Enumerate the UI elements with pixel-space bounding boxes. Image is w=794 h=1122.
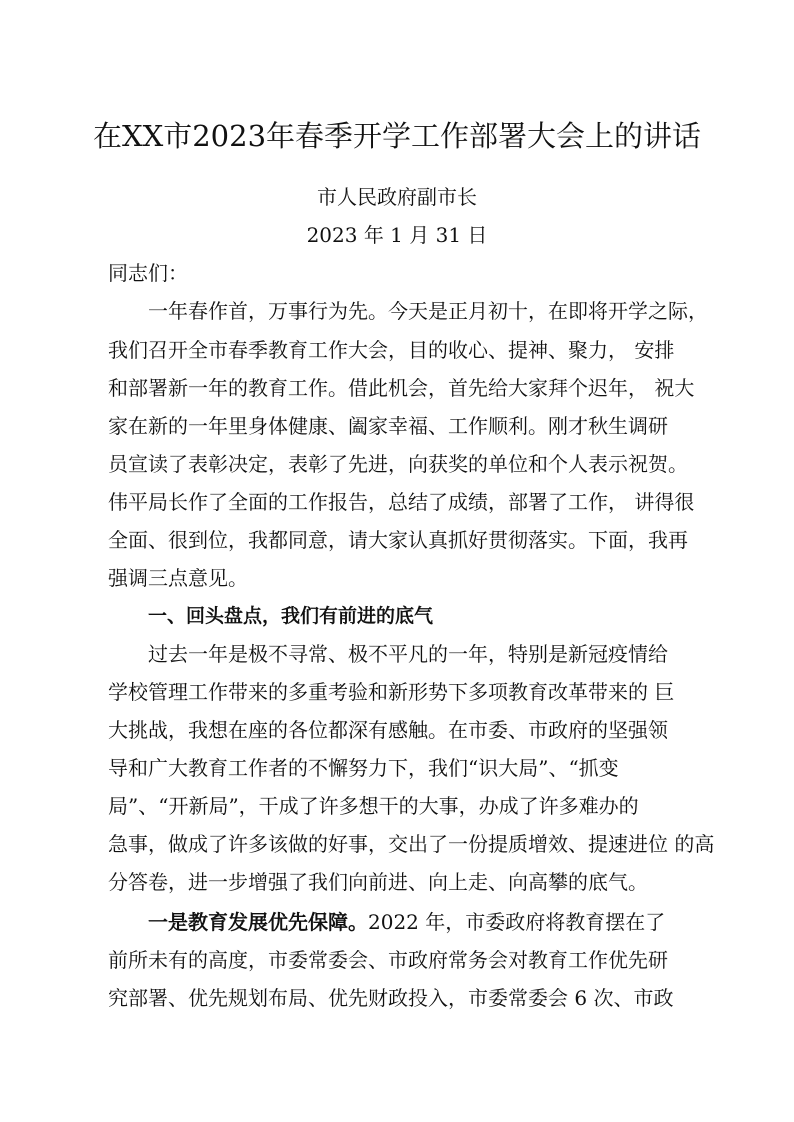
- intro-line: 伟平局长作了全面的工作报告，总结了成绩，部署了工作， 讲得很: [108, 490, 695, 514]
- point-line: 究部署、优先规划布局、优先财政投入，市委常委会 6 次、市政: [108, 986, 674, 1010]
- section-line: 急事，做成了许多该做的好事，交出了一份提质增效、提速进位 的高: [108, 832, 715, 856]
- section-line: 学校管理工作带来的多重考验和新形势下多项教育改革带来的 巨: [108, 680, 675, 704]
- intro-line: 员宣读了表彰决定，表彰了先进，向获奖的单位和个人表示祝贺。: [108, 452, 688, 476]
- section-line: 导和广大教育工作者的不懈努力下，我们“识大局”、“抓变: [108, 756, 619, 780]
- section-line: 过去一年是极不寻常、极不平凡的一年，特别是新冠疫情给: [148, 642, 668, 666]
- intro-line: 一年春作首，万事行为先。今天是正月初十，在即将开学之际，: [148, 299, 708, 323]
- point-lead: 一是教育发展优先保障。: [148, 910, 368, 934]
- point-first-line: [148, 907, 665, 937]
- section-line: 分答卷，进一步增强了我们向前进、向上走、向高攀的底气。: [108, 870, 648, 894]
- intro-line: 和部署新一年的教育工作。借此机会，首先给大家拜个迟年， 祝大: [108, 376, 695, 400]
- intro-line: 我们召开全市春季教育工作大会，目的收心、提神、聚力， 安排: [108, 338, 675, 362]
- speech-date: 2023 年 1 月 31 日: [306, 223, 488, 247]
- point-line-rest: 2022 年，市委政府将教育摆在了: [368, 910, 666, 934]
- intro-line: 强调三点意见。: [108, 566, 248, 590]
- speaker-line: 市人民政府副市长: [317, 185, 477, 209]
- section-line: 局”、“开新局”，干成了许多想干的大事，办成了许多难办的: [108, 794, 639, 818]
- section-heading: 一、回头盘点，我们有前进的底气: [148, 605, 434, 627]
- intro-line: 家在新的一年里身体健康、阖家幸福、工作顺利。刚才秋生调研: [108, 414, 668, 438]
- intro-line: 全面、很到位，我都同意，请大家认真抓好贯彻落实。下面，我再: [108, 528, 688, 552]
- speech-title: 在XX市2023年春季开学工作部署大会上的讲话: [92, 119, 702, 153]
- section-line: 大挑战，我想在座的各位都深有感触。在市委、市政府的坚强领: [108, 718, 668, 742]
- salutation: 同志们：: [108, 261, 188, 285]
- point-line: 前所未有的高度，市委常委会、市政府常务会对教育工作优先研: [108, 948, 668, 972]
